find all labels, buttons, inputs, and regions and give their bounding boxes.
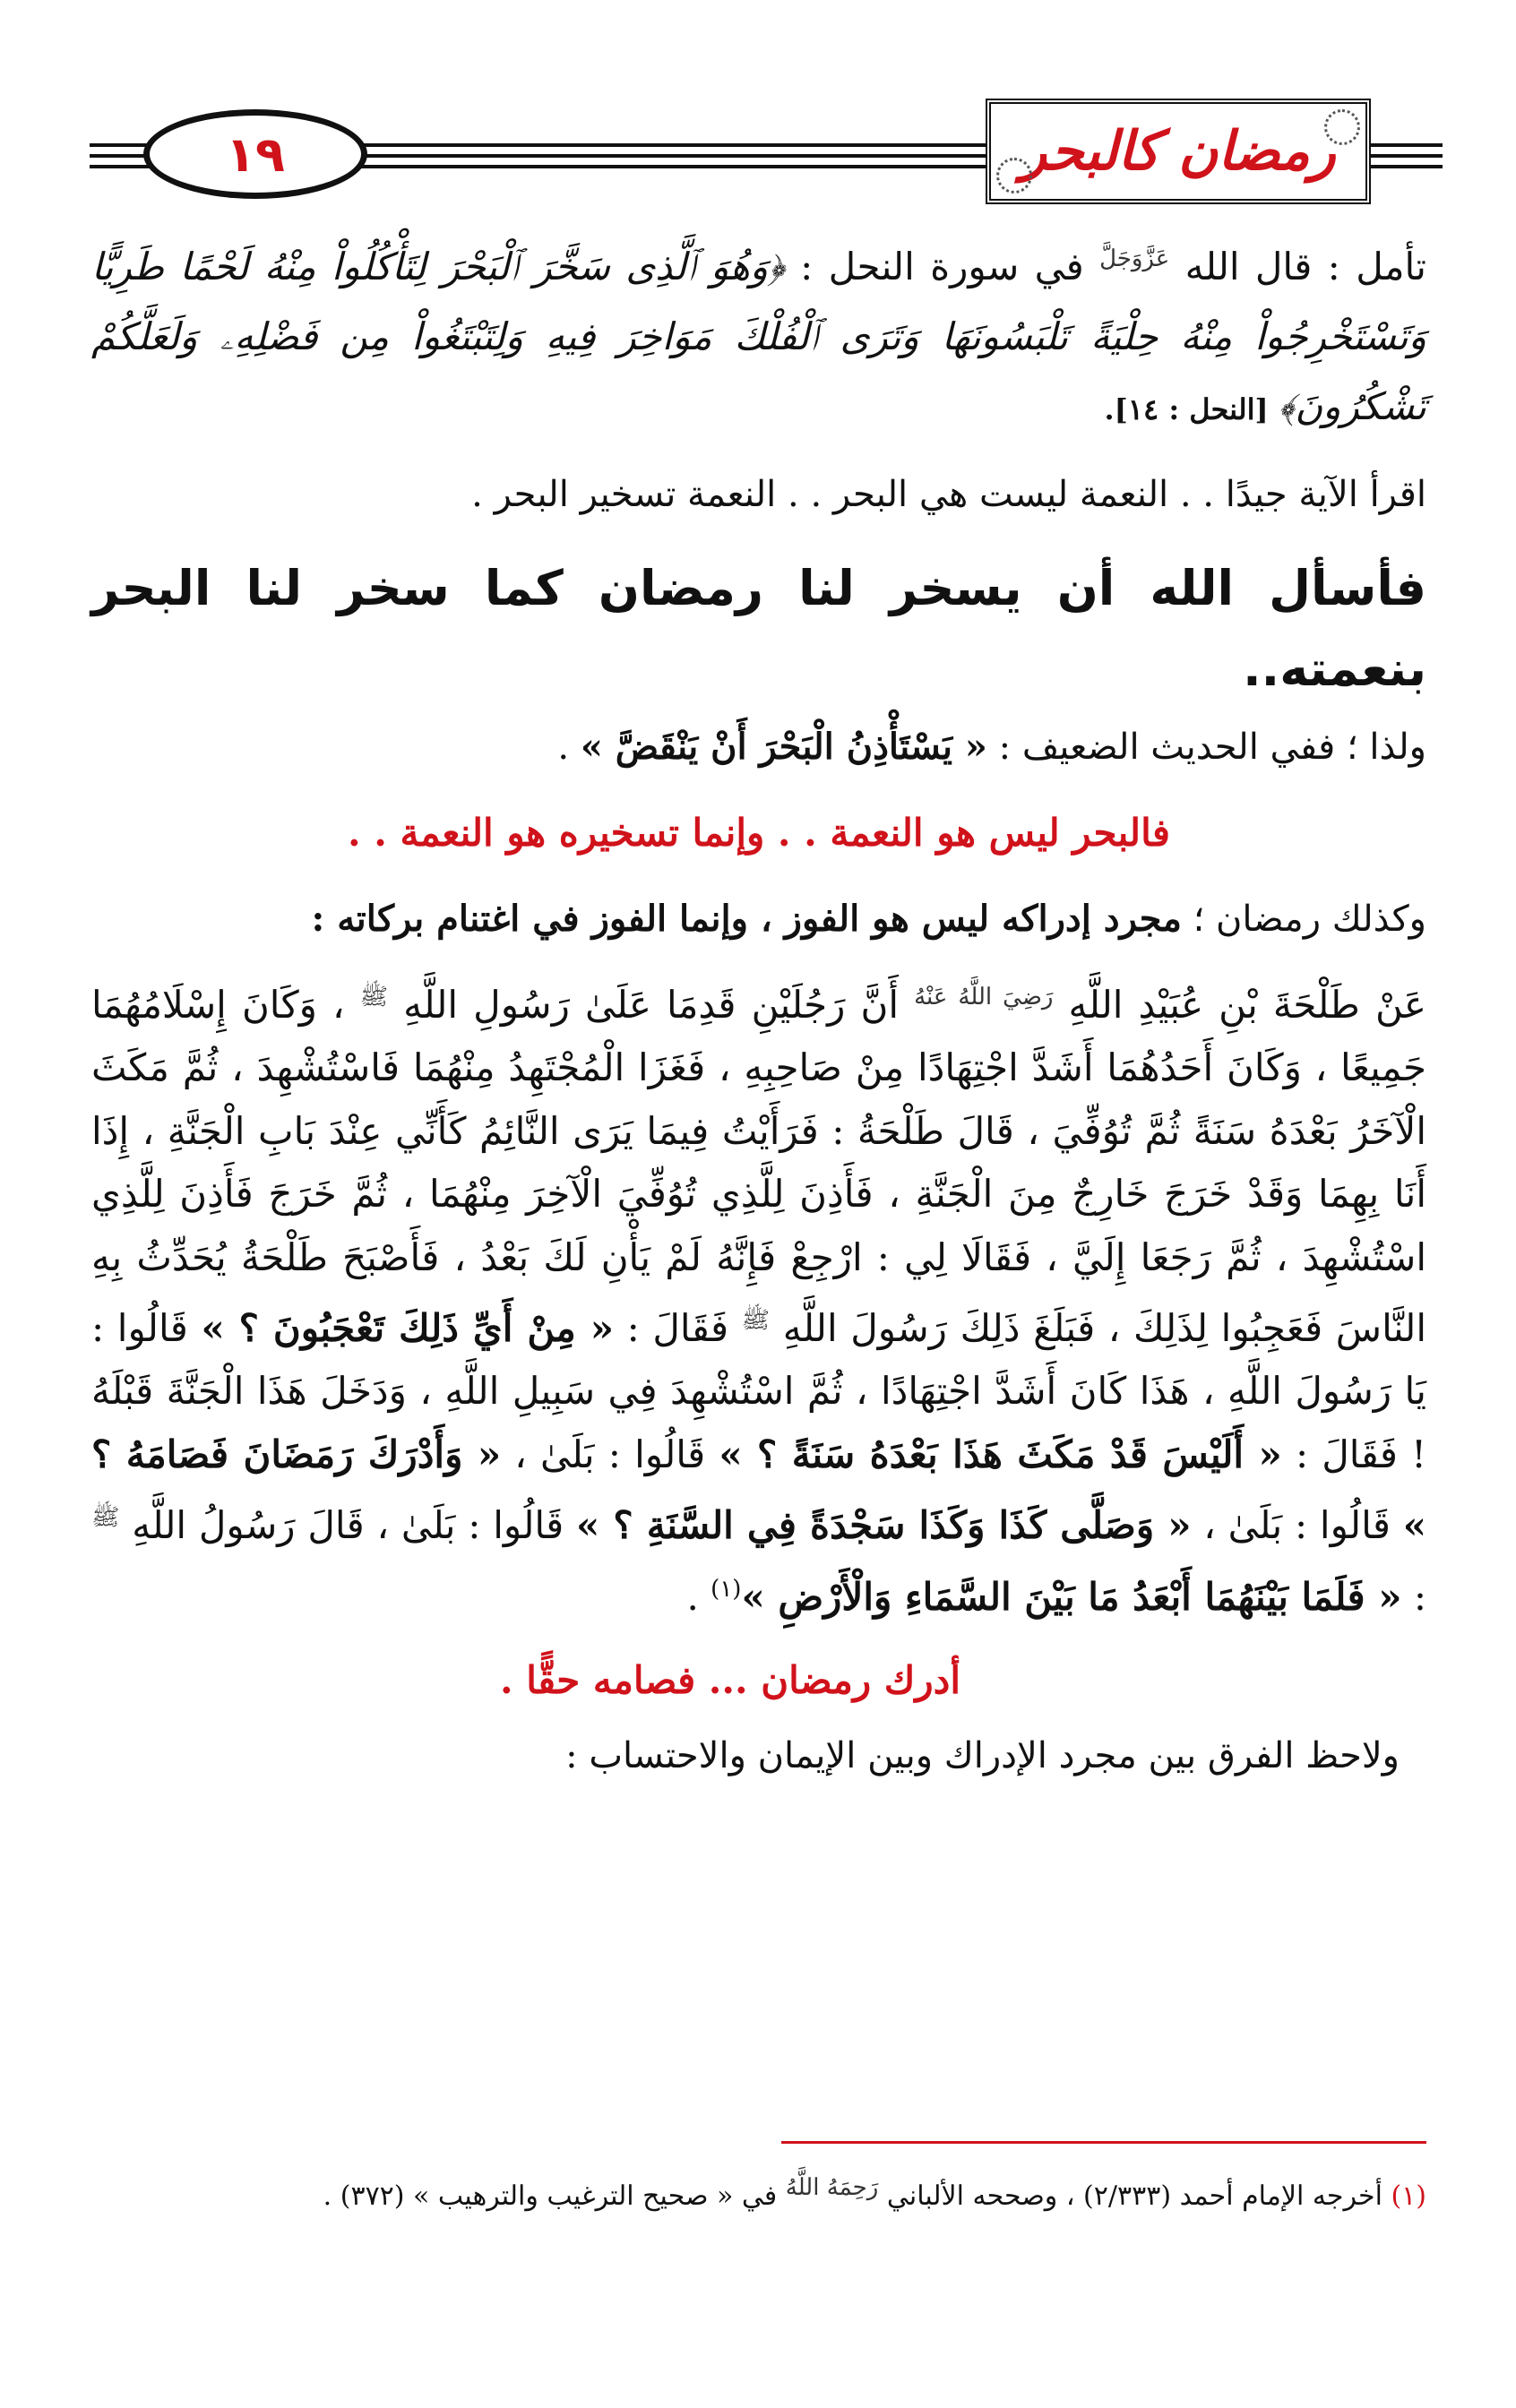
honorific-prophet: ﷺ (91, 1504, 120, 1532)
page-body (91, 224, 1426, 1790)
prophet-quote: « وَصَلَّى كَذَا وَكَذَا سَجْدَةً فِي السَّنَةِ ؟ » (576, 1503, 1192, 1548)
honorific-prophet: ﷺ (359, 984, 389, 1010)
prophet-quote: « أَلَيْسَ قَدْ مَكَثَ هَذَا بَعْدَهُ سَنَةً ؟ » (719, 1432, 1282, 1476)
honorific-prophet: ﷺ (741, 1307, 771, 1335)
weak-hadith-end: . (557, 727, 581, 768)
weak-hadith-intro: ولذا ؛ ففي الحديث الضعيف : (986, 727, 1426, 768)
page-number: ١٩ (226, 125, 285, 183)
quran-verse-paragraph (91, 224, 1426, 444)
footnote (91, 2168, 1426, 2216)
closing-line: ولاحظ الفرق بين مجرد الإدراك وبين الإيمان والاحتساب : (565, 1735, 1400, 1777)
hadith-text: قَالُوا : بَلَىٰ ، (1191, 1503, 1403, 1548)
hadith-text: : (1401, 1574, 1426, 1619)
hadith-text: عَنْ طَلْحَةَ بْنِ عُبَيْدِ اللَّهِ (1053, 983, 1426, 1027)
running-title: رمضان كالبحر (1021, 120, 1336, 183)
prophet-quote: « وَأَدْرَكَ رَمَضَانَ فَصَامَهُ ؟ » (91, 1432, 1426, 1548)
hadith-paragraph (91, 966, 1426, 1629)
page-number-oval (143, 109, 367, 199)
footnote-text: في « صحيح الترغيب والترهيب » (٣٧٢) . (323, 2180, 786, 2212)
reflection-line: اقرأ الآية جيدًا . . النعمة ليست هي البحر . . النعمة تسخير البحر . (471, 474, 1426, 515)
honorific-companion: رَضِيَ اللَّهُ عَنْهُ (914, 984, 1054, 1010)
footnote-divider (781, 2141, 1426, 2144)
hadith-text: أَنَّ رَجُلَيْنِ قَدِمَا عَلَىٰ رَسُولِ اللَّهِ (388, 983, 915, 1027)
ramadan-line-bold: مجرد إدراكه ليس هو الفوز ، وإنما الفوز في اغتنام بركاته : (311, 898, 1182, 940)
running-title-frame (986, 99, 1371, 204)
hadith-text: فَقَالَ : (613, 1306, 742, 1351)
footnote-number: (١) (1391, 2180, 1426, 2212)
verse-reference: [النحل : ١٤]. (1104, 392, 1279, 426)
red-emphasis-line: أدرك رمضان ... فصامه حقًّا . (499, 1658, 960, 1703)
hadith-text: قَالُوا : بَلَىٰ ، قَالَ رَسُولُ اللَّهِ (119, 1503, 577, 1548)
hadith-text: قَالُوا : بَلَىٰ ، (501, 1432, 719, 1476)
weak-hadith-quote: « يَسْتَأْذِنُ الْبَحْرَ أَنْ يَنْقَضَّ » (580, 726, 987, 768)
weak-hadith-line (91, 713, 1426, 781)
hadith-text: ، وَكَانَ إِسْلَامُهُمَا جَمِيعًا ، وَكَانَ أَحَدُهُمَا أَشَدَّ اجْتِهَادًا مِنْ صَاحِبِهِ ، فَغَزَا الْمُجْتَهِدُ مِنْهُمَا فَاسْتُشْهِدَ ، ثُمَّ مَكَثَ الْآخَرُ بَعْدَهُ سَنَةً ثُمَّ تُوُفِّيَ ، قَالَ طَلْحَةُ : فَرَأَيْتُ فِيمَا يَرَى النَّائِمُ كَأَنِّي عِنْدَ بَابِ الْجَنَّةِ ، إِذَا أَنَا بِهِمَا وَقَدْ خَرَجَ خَارِجٌ مِنَ الْجَنَّةِ ، فَأَذِنَ لِلَّذِي تُوُفِّيَ الْآخِرَ مِنْهُمَا ، ثُمَّ خَرَجَ فَأَذِنَ لِلَّذِي اسْتُشْهِدَ ، ثُمَّ رَجَعَا إِلَيَّ ، فَقَالَا لِي : ارْجِعْ فَإِنَّهُ لَمْ يَأْنِ لَكَ بَعْدُ ، فَأَصْبَحَ طَلْحَةُ يُحَدِّثُ بِهِ النَّاسَ فَعَجِبُوا لِذَلِكَ ، فَبَلَغَ ذَلِكَ رَسُولَ اللَّهِ (91, 983, 1427, 1351)
page-header (90, 90, 1443, 215)
prophet-quote: « فَلَمَا بَيْنَهُمَا أَبْعَدُ مَا بَيْنَ السَّمَاءِ وَالْأَرْضِ » (741, 1574, 1402, 1619)
headline: فأسأل الله أن يسخر لنا رمضان كما سخر لنا البحر بنعمته.. (91, 560, 1426, 697)
honorific-scholar: رَحِمَهُ اللَّهُ (785, 2174, 879, 2201)
footnote-text: أخرجه الإمام أحمد (٢/٣٣٣) ، وصححه الألباني (878, 2180, 1391, 2212)
prophet-quote: « مِنْ أَيِّ ذَلِكَ تَعْجَبُونَ ؟ » (201, 1306, 614, 1351)
honorific-allah: عَزَّوَجَلَّ (1099, 245, 1170, 272)
ramadan-line (91, 885, 1426, 953)
quran-verse: ﴿وَهُوَ ٱلَّذِى سَخَّرَ ٱلْبَحْرَ لِتَأْكُلُواْ مِنْهُ لَحْمًا طَرِيًّا وَتَسْتَخْرِجُواْ مِنْهُ حِلْيَةً تَلْبَسُونَهَا وَتَرَى ٱلْفُلْكَ مَوَاخِرَ فِيهِ وَلِتَبْتَغُواْ مِن فَضْلِهِۦ وَلَعَلَّكُمْ تَشْكُرُونَ﴾ (91, 245, 1426, 428)
footnote-reference[interactable]: (١) (711, 1575, 742, 1603)
verse-intro: تأمل : قال الله (1169, 245, 1426, 288)
hadith-text: قَالُوا : يَا رَسُولَ اللَّهِ ، هَذَا كَانَ أَشَدَّ اجْتِهَادًا ، ثُمَّ اسْتُشْهِدَ فِي سَبِيلِ اللَّهِ ، وَدَخَلَ هَذَا الْجَنَّةَ قَبْلَهُ ! فَقَالَ : (91, 1306, 1426, 1476)
hadith-text: . (686, 1574, 711, 1619)
red-emphasis-line: فالبحر ليس هو النعمة . . وإنما تسخيره هو النعمة . . (348, 811, 1170, 855)
verse-intro-2: في سورة النحل : (784, 245, 1100, 288)
ramadan-line-start: وكذلك رمضان ؛ (1181, 899, 1426, 940)
